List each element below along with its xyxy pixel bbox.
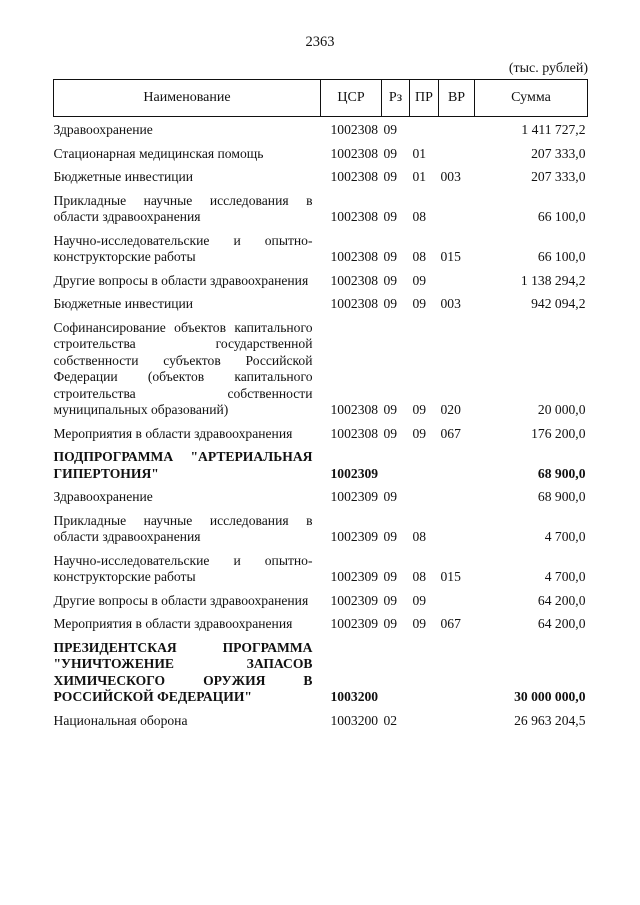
cell-name: Мероприятия в области здравоохранения (53, 616, 293, 631)
cell-csr: 1002309 (330, 592, 379, 608)
cell-rz: 09 (383, 616, 398, 631)
cell-sum: 66 100,0 (537, 209, 586, 224)
cell-rz: 09 (383, 169, 398, 184)
table-row (54, 421, 588, 445)
page-number: 2363 (305, 34, 335, 50)
cell-name: Прикладные научные исследования в области здравоохранения (53, 512, 313, 544)
table-row (54, 315, 588, 421)
table-row (54, 508, 588, 548)
cell-csr: 1002309 (330, 569, 379, 584)
cell-rz: 09 (383, 296, 398, 311)
cell-name: Бюджетные инвестиции (53, 169, 194, 184)
table-header-row (54, 80, 588, 117)
cell-sum: 64 200,0 (537, 616, 586, 631)
column-header-rz: Рз (382, 80, 410, 117)
cell-rz: 09 (383, 145, 398, 161)
cell-csr: 1003200 (330, 689, 379, 704)
cell-vr (439, 708, 475, 732)
cell-rz: 09 (383, 272, 398, 288)
cell-rz: 09 (383, 402, 398, 417)
cell-vr (439, 508, 475, 548)
cell-rz (382, 444, 410, 484)
cell-vr (439, 484, 475, 508)
cell-name: Научно-исследовательские и опытно-конструкторские работы (53, 232, 313, 264)
cell-pr: 09 (412, 616, 427, 631)
cell-name: ПРЕЗИДЕНТСКАЯ ПРОГРАММА "УНИЧТОЖЕНИЕ ЗАПАСОВ ХИМИЧЕСКОГО ОРУЖИЯ В РОССИЙСКОЙ ФЕДЕРАЦИИ" (53, 639, 313, 704)
table-row (54, 291, 588, 315)
cell-sum: 64 200,0 (537, 592, 586, 608)
cell-pr: 09 (412, 272, 427, 288)
cell-rz: 09 (383, 529, 398, 544)
cell-name: Бюджетные инвестиции (53, 296, 194, 311)
cell-pr (410, 444, 439, 484)
table-row (54, 444, 588, 484)
table-row (54, 117, 588, 141)
cell-vr: 015 (440, 569, 461, 584)
cell-rz: 09 (383, 569, 398, 584)
cell-name: Другие вопросы в области здравоохранения (53, 272, 309, 288)
cell-rz: 09 (383, 425, 398, 441)
cell-sum: 68 900,0 (537, 465, 586, 481)
cell-vr: 003 (440, 296, 461, 311)
cell-csr: 1002308 (330, 402, 379, 417)
cell-csr: 1002309 (330, 616, 379, 631)
table-row (54, 188, 588, 228)
cell-rz: 09 (383, 592, 398, 608)
cell-name: Другие вопросы в области здравоохранения (53, 592, 309, 608)
cell-sum: 942 094,2 (531, 296, 586, 311)
cell-rz: 02 (383, 712, 398, 728)
cell-vr: 020 (440, 402, 461, 417)
cell-sum: 4 700,0 (544, 569, 586, 584)
cell-vr (439, 635, 475, 708)
cell-csr: 1002308 (330, 209, 379, 224)
cell-rz (382, 635, 410, 708)
cell-name: Стационарная медицинская помощь (53, 145, 264, 161)
cell-pr: 08 (412, 249, 427, 264)
column-header-csr: ЦСР (321, 80, 382, 117)
cell-csr: 1003200 (330, 712, 379, 728)
cell-sum: 20 000,0 (537, 402, 586, 417)
cell-pr (410, 635, 439, 708)
column-header-vr: ВР (439, 80, 475, 117)
budget-table (53, 79, 588, 731)
cell-vr (439, 444, 475, 484)
cell-csr: 1002308 (330, 145, 379, 161)
cell-csr: 1002308 (330, 425, 379, 441)
cell-pr: 09 (412, 425, 427, 441)
cell-vr: 003 (440, 169, 461, 184)
cell-vr: 067 (440, 425, 461, 441)
cell-name: Мероприятия в области здравоохранения (53, 425, 293, 441)
cell-csr: 1002308 (330, 249, 379, 264)
table-row (54, 635, 588, 708)
cell-name: Здравоохранение (53, 489, 153, 504)
cell-name: Прикладные научные исследования в области здравоохранения (53, 192, 313, 224)
cell-pr: 09 (412, 296, 427, 311)
cell-csr: 1002309 (330, 465, 379, 481)
cell-vr (439, 588, 475, 612)
cell-sum: 68 900,0 (537, 489, 586, 504)
cell-pr: 01 (412, 145, 427, 161)
cell-csr: 1002308 (330, 272, 379, 288)
cell-vr (439, 188, 475, 228)
cell-pr: 09 (412, 592, 427, 608)
cell-rz: 09 (383, 489, 398, 504)
cell-sum: 207 333,0 (531, 169, 586, 184)
cell-sum: 66 100,0 (537, 249, 586, 264)
cell-vr: 015 (440, 249, 461, 264)
column-header-sum: Сумма (475, 80, 588, 117)
cell-name: Научно-исследовательские и опытно-конструкторские работы (53, 552, 313, 584)
cell-name: Национальная оборона (53, 712, 188, 728)
cell-sum: 1 411 727,2 (521, 122, 586, 137)
column-header-name: Наименование (54, 80, 321, 117)
cell-csr: 1002308 (330, 122, 379, 137)
cell-vr (439, 141, 475, 165)
table-row (54, 611, 588, 635)
table-row (54, 164, 588, 188)
column-header-pr: ПР (410, 80, 439, 117)
cell-pr (410, 484, 439, 508)
cell-pr: 08 (412, 569, 427, 584)
table-row (54, 228, 588, 268)
cell-name: ПОДПРОГРАММА "АРТЕРИАЛЬНАЯ ГИПЕРТОНИЯ" (53, 449, 313, 481)
cell-vr (439, 117, 475, 141)
table-row (54, 708, 588, 732)
cell-csr: 1002309 (330, 489, 379, 504)
cell-sum: 26 963 204,5 (514, 712, 586, 728)
table-body (54, 117, 588, 732)
cell-pr: 08 (412, 209, 427, 224)
cell-csr: 1002309 (330, 529, 379, 544)
cell-csr: 1002308 (330, 169, 379, 184)
cell-pr (410, 708, 439, 732)
cell-sum: 207 333,0 (531, 145, 586, 161)
units-label: (тыс. рублей) (508, 61, 588, 76)
table-row (54, 588, 588, 612)
table-row (54, 484, 588, 508)
cell-csr: 1002308 (330, 296, 379, 311)
cell-vr (439, 268, 475, 292)
table-row (54, 268, 588, 292)
cell-rz: 09 (383, 249, 398, 264)
cell-rz: 09 (383, 209, 398, 224)
cell-sum: 4 700,0 (544, 529, 586, 544)
cell-sum: 1 138 294,2 (520, 272, 586, 288)
cell-pr: 01 (412, 169, 427, 184)
cell-vr: 067 (440, 616, 461, 631)
cell-sum: 176 200,0 (531, 425, 586, 441)
cell-pr (410, 117, 439, 141)
cell-pr: 09 (412, 402, 427, 417)
table-row (54, 548, 588, 588)
table-row (54, 141, 588, 165)
cell-pr: 08 (412, 529, 427, 544)
cell-rz: 09 (383, 122, 398, 137)
cell-name: Здравоохранение (53, 122, 153, 137)
cell-name: Софинансирование объектов капитального строительства государственной собственности субъектов Российской Федерации (объектов капитального строительства собственности муниципальных образований) (53, 319, 313, 417)
cell-sum: 30 000 000,0 (514, 689, 586, 704)
